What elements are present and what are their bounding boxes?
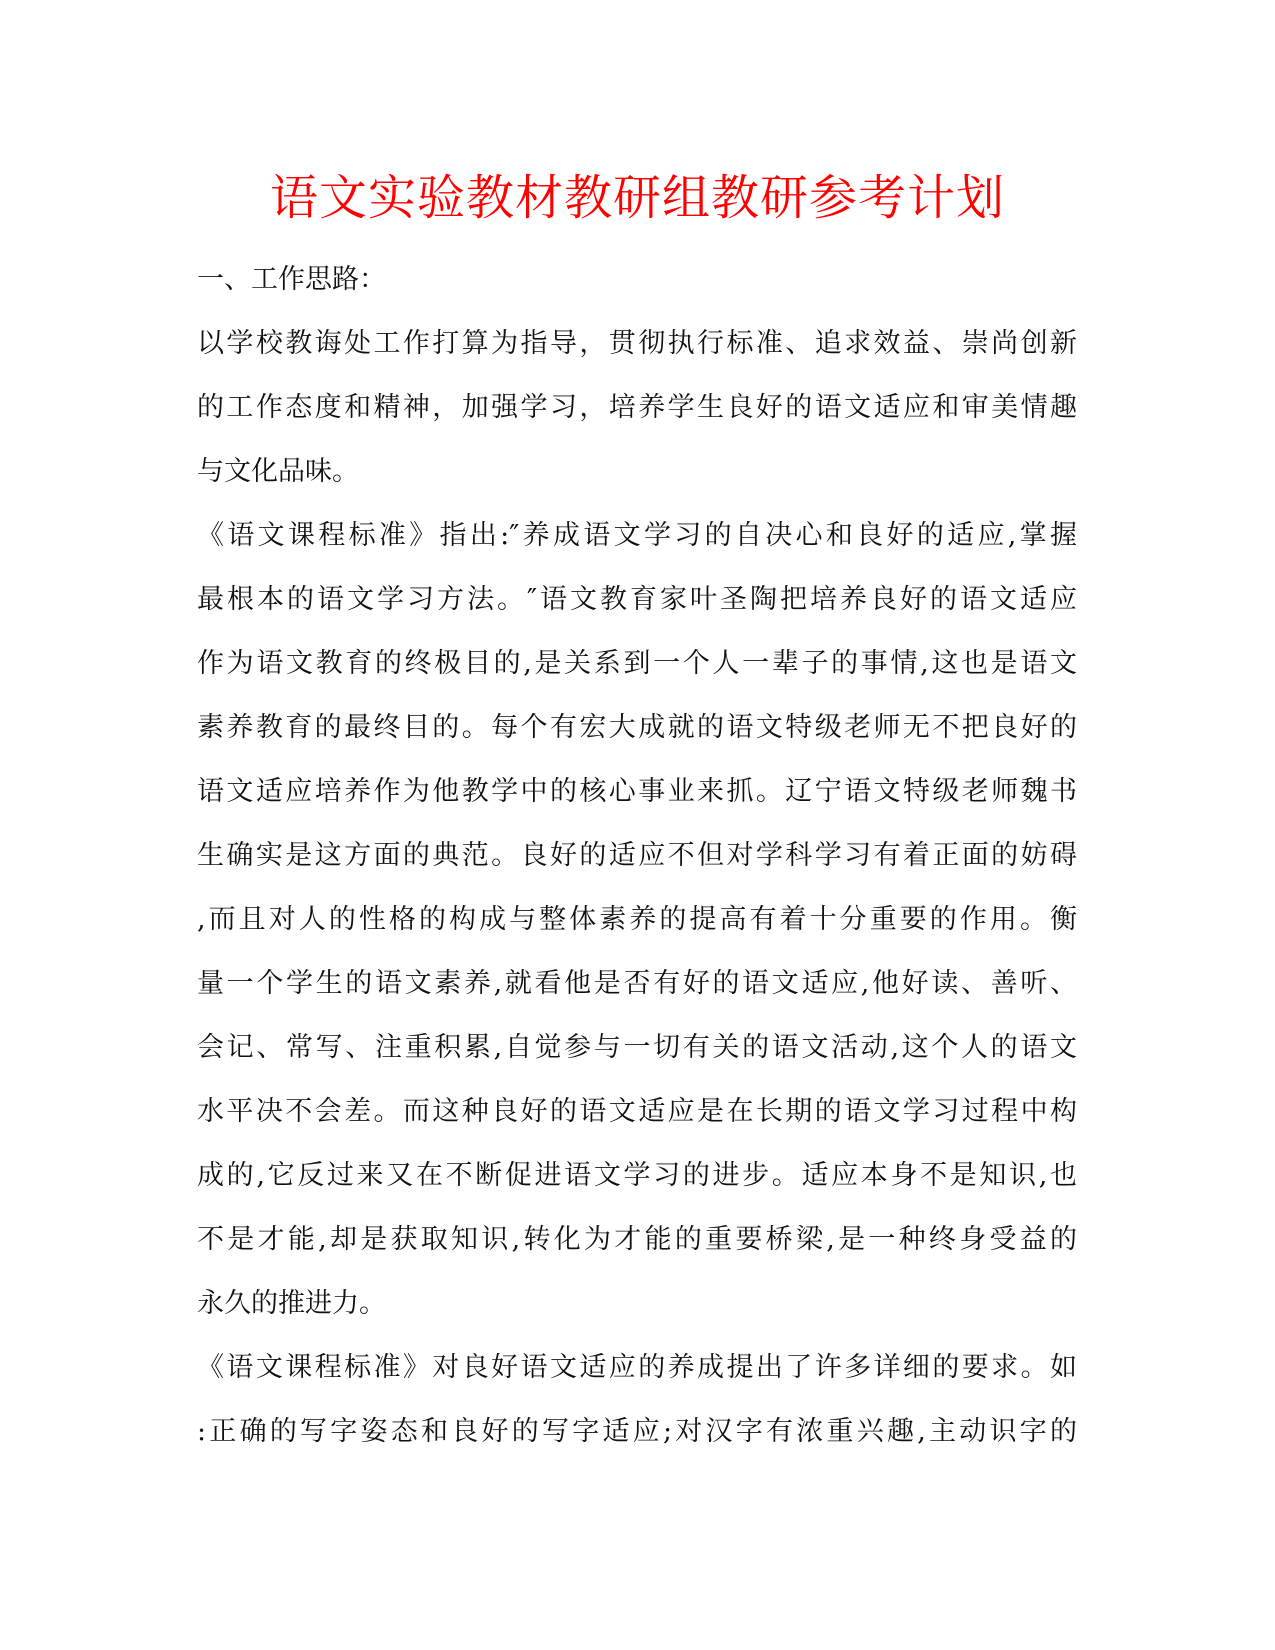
body-line: 成的,它反过来又在不断促进语文学习的进步。适应本身不是知识,也: [197, 1160, 1077, 1191]
body-line: 《语文课程标准》指出:″养成语文学习的自决心和良好的适应,掌握: [197, 520, 1077, 551]
section-heading: 一、工作思路：: [197, 264, 386, 295]
body-line: 会记、常写、注重积累,自觉参与一切有关的语文活动,这个人的语文: [197, 1032, 1077, 1063]
body-line: 《语文课程标准》对良好语文适应的养成提出了许多详细的要求。如: [197, 1352, 1077, 1383]
body-line: 量一个学生的语文素养,就看他是否有好的语文适应,他好读、善听、: [197, 968, 1077, 999]
body-line: ,而且对人的性格的构成与整体素养的提高有着十分重要的作用。衡: [197, 904, 1077, 935]
body-line: 与文化品味。: [197, 456, 359, 487]
body-line: 作为语文教育的终极目的,是关系到一个人一辈子的事情,这也是语文: [197, 648, 1077, 679]
body-line: 最根本的语文学习方法。″语文教育家叶圣陶把培养良好的语文适应: [197, 584, 1077, 615]
body-line: 以学校教诲处工作打算为指导，贯彻执行标准、追求效益、崇尚创新: [197, 328, 1077, 359]
body-line: 素养教育的最终目的。每个有宏大成就的语文特级老师无不把良好的: [197, 712, 1077, 743]
body-line: 语文适应培养作为他教学中的核心事业来抓。辽宁语文特级老师魏书: [197, 776, 1077, 807]
body-line: :正确的写字姿态和良好的写字适应;对汉字有浓重兴趣,主动识字的: [197, 1416, 1077, 1447]
body-line: 永久的推进力。: [197, 1288, 386, 1319]
body-line: 的工作态度和精神，加强学习，培养学生良好的语文适应和审美情趣: [197, 392, 1077, 423]
body-line: 水平决不会差。而这种良好的语文适应是在长期的语文学习过程中构: [197, 1096, 1077, 1127]
document-body: [197, 248, 1077, 1464]
document-title: 语文实验教材教研组教研参考计划: [269, 170, 1005, 226]
body-line: 不是才能,却是获取知识,转化为才能的重要桥梁,是一种终身受益的: [197, 1224, 1077, 1255]
body-line: 生确实是这方面的典范。良好的适应不但对学科学习有着正面的妨碍: [197, 840, 1077, 871]
